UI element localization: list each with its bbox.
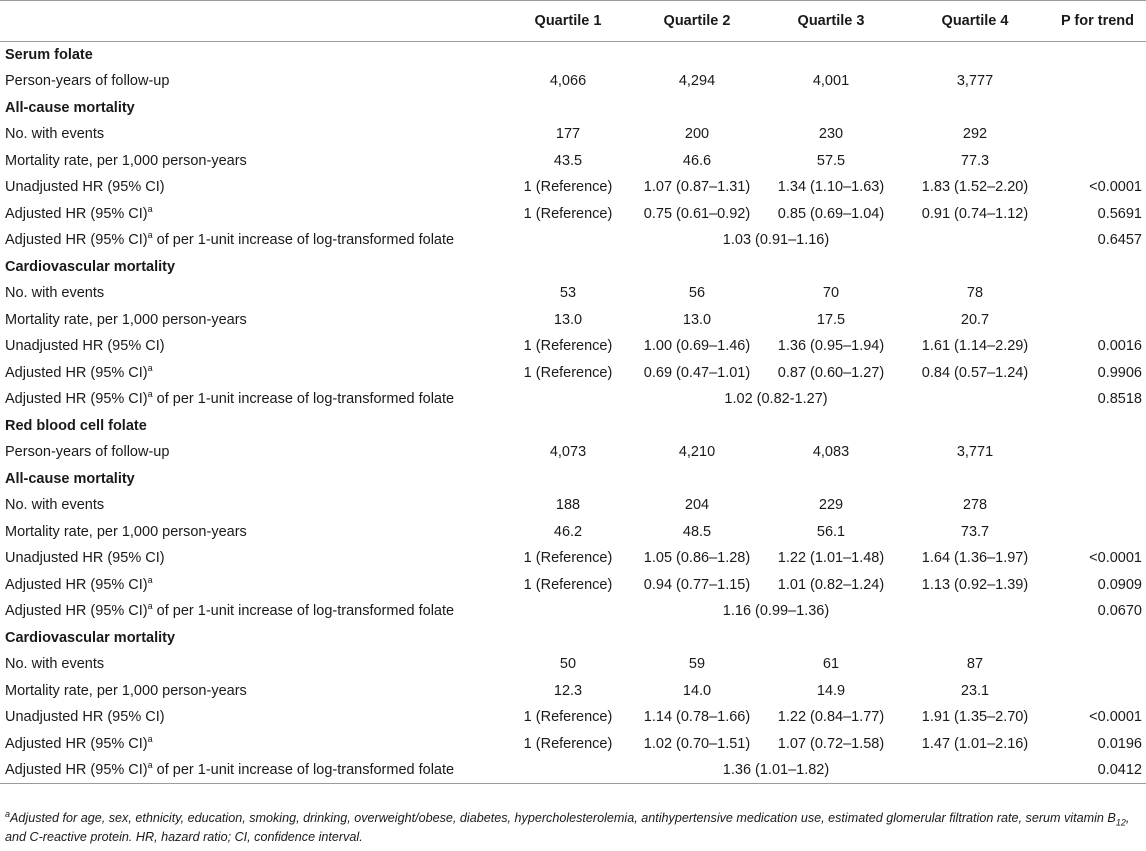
quartile-4-cell: 1.47 (1.01–2.16) xyxy=(921,735,1029,752)
footnote-ref: a xyxy=(147,203,153,214)
row-label xyxy=(0,731,503,758)
table-row-merged xyxy=(0,227,1146,254)
row-label-text: Adjusted HR (95% CI) xyxy=(5,232,148,249)
quartile-3-cell: 14.9 xyxy=(816,682,846,699)
table-row xyxy=(0,333,1146,360)
quartile-2-cell: 1.14 (0.78–1.66) xyxy=(643,709,751,726)
quartile-3-cell: 4,001 xyxy=(812,73,850,90)
merged-value-cell: 1.16 (0.99–1.36) xyxy=(722,603,830,620)
footnote-subscript: 12 xyxy=(1115,817,1126,828)
quartile-2-cell: 0.75 (0.61–0.92) xyxy=(643,205,751,222)
section-header-row xyxy=(0,95,1146,122)
quartile-1-cell: 46.2 xyxy=(553,523,583,540)
row-label xyxy=(0,492,503,519)
quartile-3-cell: 229 xyxy=(818,497,844,514)
quartile-4-cell: 3,777 xyxy=(956,73,994,90)
quartile-2-cell: 4,294 xyxy=(678,73,716,90)
row-label-text: No. with events xyxy=(5,126,105,143)
quartile-3-cell: 70 xyxy=(822,285,840,302)
quartile-3-cell: 17.5 xyxy=(816,311,846,328)
p-for-trend-cell xyxy=(1049,651,1146,678)
p-for-trend-cell: 0.6457 xyxy=(1097,232,1142,249)
row-label-text: Unadjusted HR (95% CI) xyxy=(5,550,165,567)
quartile-2-cell: 1.02 (0.70–1.51) xyxy=(643,735,751,752)
section-header-row xyxy=(0,42,1146,69)
quartile-1-cell: 1 (Reference) xyxy=(523,550,613,567)
p-for-trend-cell: <0.0001 xyxy=(1089,179,1142,196)
row-label-text: Adjusted HR (95% CI) xyxy=(5,576,148,593)
quartile-4-cell: 23.1 xyxy=(960,682,990,699)
quartile-1-cell: 1 (Reference) xyxy=(523,364,613,381)
p-for-trend-cell: 0.9906 xyxy=(1097,364,1142,381)
p-for-trend-cell xyxy=(1049,439,1146,466)
merged-value-cell: 1.03 (0.91–1.16) xyxy=(722,232,830,249)
row-label xyxy=(0,68,503,95)
quartile-4-cell: 3,771 xyxy=(956,444,994,461)
table-row-merged xyxy=(0,386,1146,413)
row-label xyxy=(0,386,503,413)
p-for-trend-cell: 0.0909 xyxy=(1097,576,1142,593)
p-for-trend-cell: 0.8518 xyxy=(1097,391,1142,408)
table-row xyxy=(0,678,1146,705)
p-for-trend-cell xyxy=(1049,519,1146,546)
row-label-text: Adjusted HR (95% CI) xyxy=(5,603,148,620)
table-row xyxy=(0,360,1146,387)
row-label xyxy=(0,678,503,705)
row-label xyxy=(0,227,503,254)
row-label-text: Adjusted HR (95% CI) xyxy=(5,735,148,752)
footnote-marker: a xyxy=(5,808,11,819)
footnote-ref: a xyxy=(147,574,153,585)
section-label: Cardiovascular mortality xyxy=(5,258,176,275)
quartile-3-cell: 1.22 (0.84–1.77) xyxy=(777,709,885,726)
row-label xyxy=(0,572,503,599)
quartile-1-cell: 13.0 xyxy=(553,311,583,328)
p-for-trend-cell xyxy=(1049,121,1146,148)
row-label-text: Unadjusted HR (95% CI) xyxy=(5,179,165,196)
p-for-trend-cell xyxy=(1049,307,1146,334)
quartile-4-cell: 73.7 xyxy=(960,523,990,540)
table-row xyxy=(0,492,1146,519)
table-row xyxy=(0,174,1146,201)
quartile-3-cell: 0.87 (0.60–1.27) xyxy=(777,364,885,381)
row-label-text: Mortality rate, per 1,000 person-years xyxy=(5,152,247,169)
p-for-trend-cell: 0.0670 xyxy=(1097,603,1142,620)
row-label-rest: of per 1-unit increase of log-transformed folate xyxy=(152,762,455,778)
p-for-trend-cell: <0.0001 xyxy=(1089,550,1142,567)
quartile-4-cell: 1.64 (1.36–1.97) xyxy=(921,550,1029,567)
p-for-trend-cell: 0.0412 xyxy=(1049,757,1146,784)
quartile-3-cell: 4,083 xyxy=(812,444,850,461)
row-label-text: Adjusted HR (95% CI) xyxy=(5,205,148,222)
quartile-3-cell: 1.01 (0.82–1.24) xyxy=(777,576,885,593)
row-label-text: Person-years of follow-up xyxy=(5,444,170,461)
row-label xyxy=(0,439,503,466)
footnote-ref: a xyxy=(147,230,153,241)
quartile-4-cell: 87 xyxy=(966,656,984,673)
quartile-3-cell: 1.22 (1.01–1.48) xyxy=(777,550,885,567)
table-row xyxy=(0,280,1146,307)
section-label: All-cause mortality xyxy=(5,99,135,116)
p-for-trend-cell: 0.0016 xyxy=(1097,338,1142,355)
section-label: Serum folate xyxy=(5,47,93,63)
quartile-4-cell: 1.13 (0.92–1.39) xyxy=(921,576,1029,593)
row-label xyxy=(0,121,503,148)
table-row xyxy=(0,201,1146,228)
quartile-4-cell: 78 xyxy=(966,285,984,302)
table-row xyxy=(0,651,1146,678)
table-row xyxy=(0,148,1146,175)
p-for-trend-cell xyxy=(1049,68,1146,95)
quartile-1-cell: 1 (Reference) xyxy=(523,179,613,196)
quartile-3-cell: 1.34 (1.10–1.63) xyxy=(777,179,885,196)
quartile-1-cell: 188 xyxy=(555,497,581,514)
row-label-text: Mortality rate, per 1,000 person-years xyxy=(5,311,247,328)
header-quartile-4: Quartile 4 xyxy=(901,1,1049,42)
row-label xyxy=(0,307,503,334)
quartile-4-cell: 20.7 xyxy=(960,311,990,328)
section-label: All-cause mortality xyxy=(5,470,135,487)
section-header-row xyxy=(0,413,1146,440)
p-for-trend-cell xyxy=(1049,148,1146,175)
quartile-3-cell: 0.85 (0.69–1.04) xyxy=(777,205,885,222)
row-label xyxy=(0,545,503,572)
quartile-2-cell: 59 xyxy=(688,656,706,673)
row-label-rest: of per 1-unit increase of log-transformed folate xyxy=(152,232,455,249)
footnote-ref: a xyxy=(147,389,153,400)
quartile-2-cell: 1.00 (0.69–1.46) xyxy=(643,338,751,355)
row-label xyxy=(0,757,503,784)
table-row xyxy=(0,545,1146,572)
row-label-text: Unadjusted HR (95% CI) xyxy=(5,709,165,726)
header-p-for-trend: P for trend xyxy=(1049,1,1146,42)
quartile-4-cell: 292 xyxy=(962,126,988,143)
row-label xyxy=(0,598,503,625)
quartile-1-cell: 1 (Reference) xyxy=(523,709,613,726)
table-row xyxy=(0,68,1146,95)
quartile-2-cell: 200 xyxy=(684,126,710,143)
footnote-ref: a xyxy=(147,601,153,612)
quartile-4-cell: 0.91 (0.74–1.12) xyxy=(921,205,1029,222)
row-label-rest: of per 1-unit increase of log-transformed folate xyxy=(152,391,455,408)
row-label-text: Adjusted HR (95% CI) xyxy=(5,391,148,408)
p-for-trend-cell: <0.0001 xyxy=(1089,709,1142,726)
quartile-2-cell: 48.5 xyxy=(682,523,712,540)
header-label-column xyxy=(0,1,503,42)
row-label-rest: of per 1-unit increase of log-transformed folate xyxy=(152,603,455,620)
quartile-2-cell: 4,210 xyxy=(678,444,716,461)
quartile-2-cell: 0.94 (0.77–1.15) xyxy=(643,576,751,593)
header-quartile-3: Quartile 3 xyxy=(761,1,901,42)
quartile-4-cell: 77.3 xyxy=(960,152,990,169)
quartile-4-cell: 0.84 (0.57–1.24) xyxy=(921,364,1029,381)
quartile-2-cell: 1.05 (0.86–1.28) xyxy=(643,550,751,567)
section-header-row xyxy=(0,254,1146,281)
quartile-2-cell: 46.6 xyxy=(682,152,712,169)
quartile-4-cell: 1.83 (1.52–2.20) xyxy=(921,179,1029,196)
p-for-trend-cell: 0.0196 xyxy=(1097,735,1142,752)
row-label-text: Mortality rate, per 1,000 person-years xyxy=(5,523,247,540)
header-quartile-2: Quartile 2 xyxy=(633,1,761,42)
quartile-2-cell: 1.07 (0.87–1.31) xyxy=(643,179,751,196)
row-label-text: No. with events xyxy=(5,656,105,673)
quartile-1-cell: 50 xyxy=(559,656,577,673)
table-row xyxy=(0,121,1146,148)
table-body xyxy=(0,42,1146,784)
quartile-2-cell: 14.0 xyxy=(682,682,712,699)
merged-value-cell: 1.36 (1.01–1.82) xyxy=(503,757,1049,784)
quartile-2-cell: 13.0 xyxy=(682,311,712,328)
row-label xyxy=(0,174,503,201)
footnote-ref: a xyxy=(147,733,153,744)
quartile-1-cell: 177 xyxy=(555,126,581,143)
quartile-3-cell: 1.36 (0.95–1.94) xyxy=(777,338,885,355)
row-label xyxy=(0,360,503,387)
row-label xyxy=(0,280,503,307)
row-label-text: Unadjusted HR (95% CI) xyxy=(5,338,165,355)
quartile-1-cell: 1 (Reference) xyxy=(523,338,613,355)
row-label-text: Adjusted HR (95% CI) xyxy=(5,364,148,381)
section-header-row xyxy=(0,466,1146,493)
p-for-trend-cell xyxy=(1049,280,1146,307)
row-label-text: Adjusted HR (95% CI) xyxy=(5,762,148,778)
header-quartile-1: Quartile 1 xyxy=(503,1,633,42)
quartile-1-cell: 4,066 xyxy=(549,73,587,90)
p-for-trend-cell xyxy=(1049,678,1146,705)
table-row xyxy=(0,439,1146,466)
table-row-merged xyxy=(0,757,1146,784)
quartile-1-cell: 12.3 xyxy=(553,682,583,699)
row-label-text: No. with events xyxy=(5,285,105,302)
quartile-2-cell: 56 xyxy=(688,285,706,302)
quartile-3-cell: 57.5 xyxy=(816,152,846,169)
quartile-1-cell: 1 (Reference) xyxy=(523,576,613,593)
quartile-4-cell: 1.61 (1.14–2.29) xyxy=(921,338,1029,355)
table-row xyxy=(0,704,1146,731)
footnote-text-part1: Adjusted for age, sex, ethnicity, education, smoking, drinking, overweight/obese, diabetes, hypercholesterolemia, antihypertensive medication use, estimated glomerular filtration rate, serum vitamin B xyxy=(10,811,1116,825)
quartile-1-cell: 43.5 xyxy=(553,152,583,169)
table-row xyxy=(0,572,1146,599)
p-for-trend-cell xyxy=(1049,492,1146,519)
row-label-text: No. with events xyxy=(5,497,105,514)
row-label xyxy=(0,201,503,228)
quartile-2-cell: 204 xyxy=(684,497,710,514)
row-label-text: Person-years of follow-up xyxy=(5,73,170,90)
header-row xyxy=(0,1,1146,42)
table-row xyxy=(0,519,1146,546)
row-label xyxy=(0,651,503,678)
row-label-text: Mortality rate, per 1,000 person-years xyxy=(5,682,247,699)
row-label xyxy=(0,333,503,360)
section-label: Cardiovascular mortality xyxy=(5,629,176,646)
footnote-ref: a xyxy=(147,362,153,373)
quartile-4-cell: 1.91 (1.35–2.70) xyxy=(921,709,1029,726)
table-row xyxy=(0,731,1146,758)
footnote xyxy=(5,809,1143,847)
merged-value-cell: 1.02 (0.82-1.27) xyxy=(724,391,828,408)
section-header-row xyxy=(0,625,1146,652)
quartile-1-cell: 1 (Reference) xyxy=(523,205,613,222)
quartile-3-cell: 61 xyxy=(822,656,840,673)
footnote-ref: a xyxy=(147,760,153,771)
footnote-text-part2: , and C-reactive protein. HR, hazard ratio; CI, confidence interval. xyxy=(5,811,1130,844)
quartile-1-cell: 53 xyxy=(559,285,577,302)
section-label: Red blood cell folate xyxy=(5,417,147,434)
quartile-1-cell: 4,073 xyxy=(549,444,587,461)
quartile-3-cell: 56.1 xyxy=(816,523,846,540)
quartile-3-cell: 1.07 (0.72–1.58) xyxy=(777,735,885,752)
table-row-merged xyxy=(0,598,1146,625)
quartile-2-cell: 0.69 (0.47–1.01) xyxy=(643,364,751,381)
row-label xyxy=(0,148,503,175)
p-for-trend-cell: 0.5691 xyxy=(1097,205,1142,222)
table-row xyxy=(0,307,1146,334)
quartile-4-cell: 278 xyxy=(962,497,988,514)
quartile-1-cell: 1 (Reference) xyxy=(523,735,613,752)
row-label xyxy=(0,519,503,546)
quartile-3-cell: 230 xyxy=(818,126,844,143)
row-label xyxy=(0,704,503,731)
